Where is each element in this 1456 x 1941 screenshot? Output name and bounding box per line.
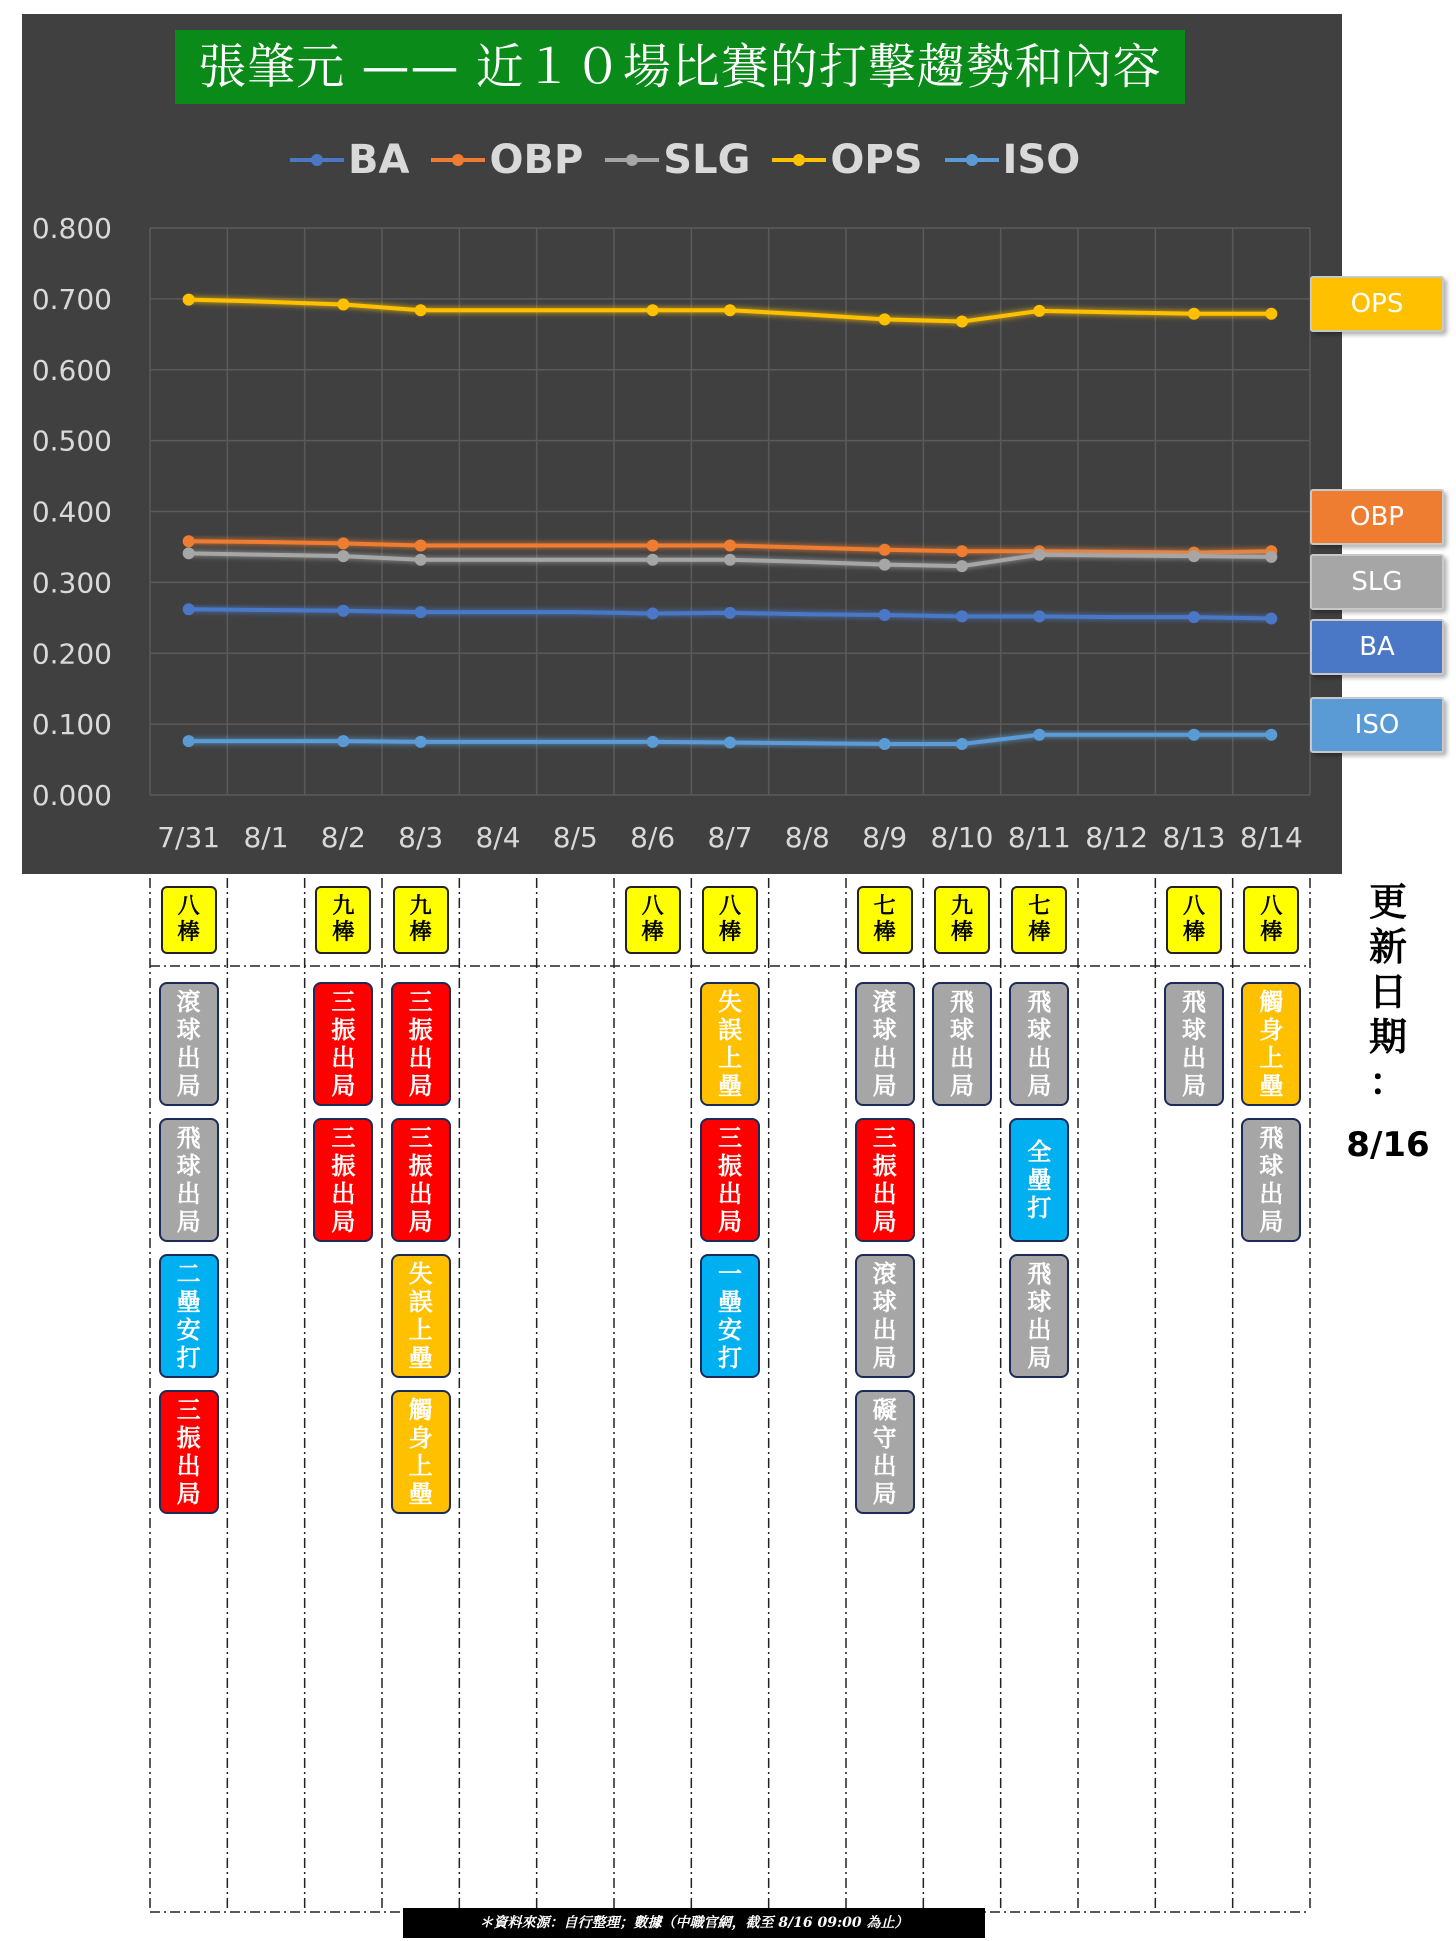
glyph: 九	[950, 894, 973, 919]
y-tick-label: 0.000	[31, 779, 112, 812]
batting-order-badge	[1166, 886, 1222, 954]
glyph: 八	[177, 894, 200, 919]
glyph: 球	[176, 1016, 201, 1044]
glyph: 觸	[408, 1396, 433, 1424]
plate-appearance-out	[855, 1390, 915, 1514]
batting-order-badge	[1011, 886, 1067, 954]
glyph: 球	[1027, 1016, 1052, 1044]
glyph: 球	[1027, 1288, 1052, 1316]
glyph: 振	[718, 1152, 742, 1180]
glyph: 局	[408, 1072, 433, 1100]
glyph: 誤	[408, 1288, 433, 1316]
glyph: 球	[176, 1152, 201, 1180]
glyph: 一	[718, 1260, 742, 1288]
y-tick-label: 0.500	[31, 424, 112, 458]
y-tick-label: 0.200	[31, 637, 112, 671]
glyph: 身	[408, 1424, 433, 1452]
x-tick-label: 8/7	[707, 821, 753, 854]
footnote: ＊資料來源：自行整理；數據（中職官網，截至 8/16 09:00 為止）	[403, 1908, 985, 1938]
glyph: 礙	[872, 1396, 897, 1424]
glyph: 局	[872, 1480, 897, 1508]
plate-appearance-out	[855, 1254, 915, 1378]
glyph: 壘	[1027, 1166, 1052, 1194]
update-label-glyph: 新	[1368, 925, 1407, 969]
update-label-glyph: ：	[1368, 1060, 1407, 1104]
glyph: 上	[408, 1452, 433, 1480]
plate-appearance-out	[1241, 1118, 1301, 1242]
legend-label: OPS	[830, 137, 923, 183]
glyph: 球	[872, 1288, 897, 1316]
glyph: 八	[1182, 894, 1205, 919]
glyph: 壘	[1259, 1072, 1284, 1100]
glyph: 三	[718, 1124, 742, 1152]
x-tick-label: 8/6	[630, 821, 676, 854]
glyph: 局	[176, 1208, 201, 1236]
glyph: 出	[872, 1044, 897, 1072]
glyph: 局	[872, 1344, 897, 1372]
glyph: 壘	[176, 1288, 201, 1316]
plate-appearance-hit	[1009, 1118, 1069, 1242]
glyph: 棒	[409, 920, 432, 945]
glyph: 七	[1028, 894, 1051, 919]
glyph: 壘	[718, 1072, 742, 1100]
x-tick-label: 8/13	[1162, 821, 1226, 854]
glyph: 三	[176, 1396, 201, 1424]
glyph: 出	[176, 1452, 201, 1480]
glyph: 局	[950, 1072, 974, 1100]
update-date: 8/16	[1346, 1125, 1430, 1165]
glyph: 出	[176, 1044, 201, 1072]
glyph: 局	[408, 1208, 433, 1236]
plate-appearance-hit	[700, 1254, 760, 1378]
glyph: 球	[1182, 1016, 1206, 1044]
y-tick-label: 0.100	[31, 708, 112, 742]
glyph: 全	[1027, 1138, 1052, 1166]
glyph: 身	[1259, 1016, 1284, 1044]
series-tag-slg: SLG	[1310, 554, 1444, 610]
plate-appearance-out	[855, 982, 915, 1106]
glyph: 三	[408, 1124, 433, 1152]
plate-appearance-k	[700, 1118, 760, 1242]
glyph: 出	[950, 1044, 974, 1072]
batting-order-badge	[857, 886, 913, 954]
glyph: 振	[176, 1424, 201, 1452]
glyph: 滾	[872, 988, 897, 1016]
glyph: 局	[1027, 1072, 1052, 1100]
update-label-glyph: 更	[1368, 880, 1407, 924]
glyph: 飛	[1259, 1124, 1284, 1152]
x-tick-label: 8/11	[1007, 821, 1071, 854]
plate-appearance-k	[159, 1390, 219, 1514]
plate-appearance-onbase	[391, 1254, 451, 1378]
glyph: 打	[176, 1344, 201, 1372]
glyph: 出	[1027, 1044, 1052, 1072]
y-tick-label: 0.600	[31, 353, 112, 387]
glyph: 出	[1182, 1044, 1206, 1072]
glyph: 局	[176, 1072, 201, 1100]
glyph: 失	[718, 988, 742, 1016]
glyph: 飛	[1027, 988, 1052, 1016]
glyph: 振	[331, 1016, 356, 1044]
glyph: 出	[872, 1316, 897, 1344]
batting-order-badge	[625, 886, 681, 954]
glyph: 八	[718, 894, 741, 919]
glyph: 局	[331, 1208, 356, 1236]
glyph: 三	[872, 1124, 897, 1152]
x-tick-label: 8/3	[398, 821, 444, 854]
x-tick-label: 8/9	[862, 821, 908, 854]
series-tag-ops: OPS	[1310, 276, 1444, 332]
batting-order-badge	[934, 886, 990, 954]
glyph: 棒	[873, 920, 896, 945]
glyph: 飛	[176, 1124, 201, 1152]
glyph: 球	[950, 1016, 974, 1044]
x-tick-label: 7/31	[157, 821, 221, 854]
glyph: 出	[408, 1044, 433, 1072]
glyph: 八	[641, 894, 664, 919]
glyph: 出	[872, 1180, 897, 1208]
glyph: 守	[872, 1424, 897, 1452]
plate-appearance-out	[932, 982, 992, 1106]
y-tick-label: 0.300	[31, 566, 112, 600]
plate-appearance-out	[159, 1118, 219, 1242]
glyph: 上	[408, 1316, 433, 1344]
glyph: 棒	[1028, 920, 1051, 945]
update-label-glyph: 期	[1368, 1015, 1407, 1059]
glyph: 出	[718, 1180, 742, 1208]
glyph: 棒	[950, 920, 973, 945]
y-tick-label: 0.700	[31, 282, 112, 316]
glyph: 飛	[1027, 1260, 1052, 1288]
glyph: 安	[718, 1316, 742, 1344]
glyph: 出	[1027, 1316, 1052, 1344]
x-tick-label: 8/4	[475, 821, 521, 854]
plate-appearance-k	[391, 982, 451, 1106]
glyph: 振	[408, 1016, 433, 1044]
x-tick-label: 8/8	[784, 821, 830, 854]
glyph: 壘	[408, 1344, 433, 1372]
glyph: 振	[872, 1152, 897, 1180]
glyph: 八	[1260, 894, 1283, 919]
x-tick-label: 8/1	[243, 821, 289, 854]
glyph: 棒	[1260, 920, 1283, 945]
glyph: 出	[331, 1180, 356, 1208]
update-label	[1348, 880, 1428, 1105]
glyph: 三	[331, 1124, 356, 1152]
glyph: 打	[718, 1344, 742, 1372]
glyph: 出	[176, 1180, 201, 1208]
y-tick-label: 0.400	[31, 495, 112, 529]
series-tag-iso: ISO	[1310, 697, 1444, 753]
glyph: 七	[873, 894, 896, 919]
legend-label: ISO	[1002, 137, 1081, 183]
glyph: 振	[408, 1152, 433, 1180]
plate-appearance-out	[159, 982, 219, 1106]
glyph: 出	[872, 1452, 897, 1480]
plate-appearance-onbase	[1241, 982, 1301, 1106]
plate-appearance-out	[1009, 982, 1069, 1106]
x-tick-label: 8/14	[1239, 821, 1303, 854]
legend-label: SLG	[663, 137, 751, 183]
x-tick-label: 8/2	[320, 821, 366, 854]
glyph: 出	[331, 1044, 356, 1072]
glyph: 上	[1259, 1044, 1284, 1072]
glyph: 棒	[1182, 920, 1205, 945]
series-tag-obp: OBP	[1310, 489, 1444, 545]
glyph: 出	[1259, 1180, 1284, 1208]
glyph: 出	[408, 1180, 433, 1208]
chart-title: 張肇元 —— 近１０場比賽的打擊趨勢和內容	[175, 30, 1185, 104]
glyph: 飛	[950, 988, 974, 1016]
glyph: 安	[176, 1316, 201, 1344]
batting-order-badge	[393, 886, 449, 954]
glyph: 局	[1027, 1344, 1052, 1372]
plate-appearance-onbase	[391, 1390, 451, 1514]
glyph: 棒	[177, 920, 200, 945]
glyph: 局	[872, 1072, 897, 1100]
plate-appearance-out	[1009, 1254, 1069, 1378]
y-tick-label: 0.800	[31, 212, 112, 245]
glyph: 九	[332, 894, 355, 919]
series-tag-ba: BA	[1310, 619, 1444, 675]
glyph: 壘	[408, 1480, 433, 1508]
glyph: 二	[176, 1260, 201, 1288]
glyph: 棒	[718, 920, 741, 945]
glyph: 壘	[718, 1288, 742, 1316]
plate-appearance-hit	[159, 1254, 219, 1378]
glyph: 三	[331, 988, 356, 1016]
glyph: 三	[408, 988, 433, 1016]
plate-appearance-k	[313, 982, 373, 1106]
glyph: 棒	[332, 920, 355, 945]
glyph: 誤	[718, 1016, 742, 1044]
glyph: 上	[718, 1044, 742, 1072]
glyph: 振	[331, 1152, 356, 1180]
glyph: 飛	[1182, 988, 1206, 1016]
glyph: 棒	[641, 920, 664, 945]
update-label-glyph: 日	[1368, 970, 1407, 1014]
glyph: 局	[331, 1072, 356, 1100]
batting-order-badge	[315, 886, 371, 954]
plate-appearance-k	[313, 1118, 373, 1242]
glyph: 局	[1182, 1072, 1206, 1100]
plate-appearance-k	[855, 1118, 915, 1242]
glyph: 局	[1259, 1208, 1284, 1236]
glyph: 觸	[1259, 988, 1284, 1016]
glyph: 九	[409, 894, 432, 919]
glyph: 滾	[872, 1260, 897, 1288]
glyph: 局	[176, 1480, 201, 1508]
plate-appearance-k	[391, 1118, 451, 1242]
legend-label: OBP	[489, 137, 584, 183]
plate-appearance-out	[1164, 982, 1224, 1106]
glyph: 球	[872, 1016, 897, 1044]
legend-label: BA	[348, 137, 410, 183]
glyph: 滾	[176, 988, 201, 1016]
x-tick-label: 8/5	[552, 821, 598, 854]
glyph: 局	[872, 1208, 897, 1236]
batting-order-badge	[1243, 886, 1299, 954]
batting-order-badge	[161, 886, 217, 954]
batting-order-badge	[702, 886, 758, 954]
glyph: 打	[1027, 1194, 1052, 1222]
glyph: 球	[1259, 1152, 1284, 1180]
x-tick-label: 8/12	[1085, 821, 1149, 854]
x-tick-label: 8/10	[930, 821, 994, 854]
plate-appearance-onbase	[700, 982, 760, 1106]
glyph: 失	[408, 1260, 433, 1288]
glyph: 局	[718, 1208, 742, 1236]
